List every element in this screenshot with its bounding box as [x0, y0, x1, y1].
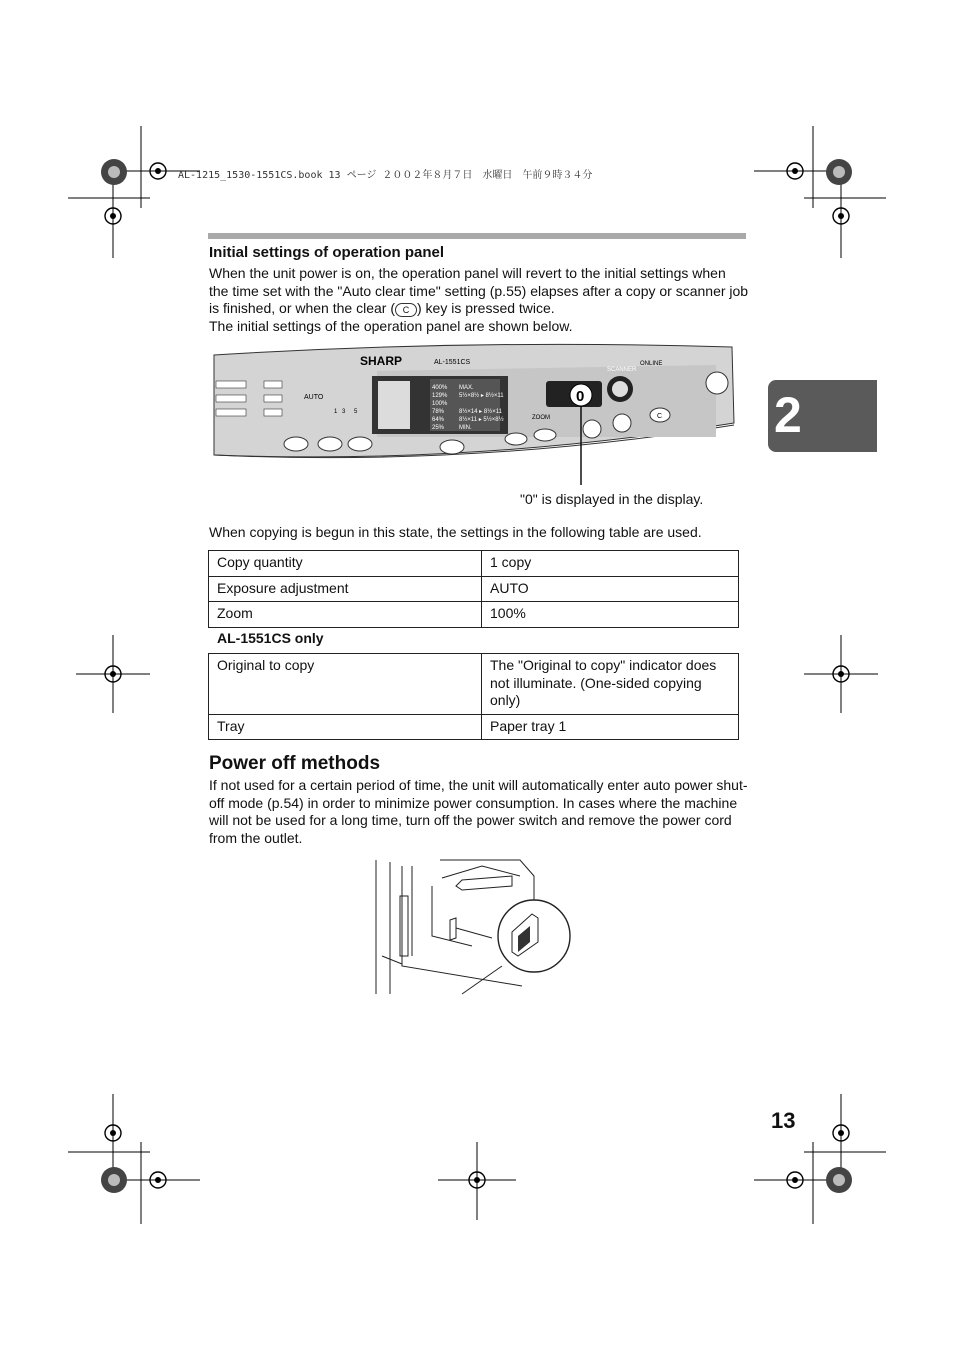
table-cell: Paper tray 1	[482, 714, 739, 740]
table-cell: 1 copy	[482, 551, 739, 577]
section-title-power-off: Power off methods	[209, 753, 381, 774]
paragraph-text: When the unit power is on, the operation panel will revert to the initial settings when the time set with the "Auto clear time" setting (p.55) elapses after a copy or scanner job is finished, or when the clear (	[209, 265, 749, 317]
table-cell: Tray	[209, 714, 482, 740]
panel-c-key: C	[657, 413, 663, 420]
table-cell: Original to copy	[209, 654, 482, 715]
table-row	[209, 602, 739, 628]
table-cell: 100%	[482, 602, 739, 628]
panel-zoom-label: ZOOM	[532, 415, 550, 421]
table-row	[209, 654, 739, 715]
clear-key-icon: C	[395, 303, 417, 317]
section-title-initial: Initial settings of operation panel	[209, 244, 445, 261]
table-row	[209, 576, 739, 602]
display-value: 0	[576, 388, 585, 405]
ratio-129: 129%	[432, 393, 448, 399]
callout-line	[580, 469, 584, 485]
chapter-number: 2	[774, 387, 802, 443]
paragraph-power-off: If not used for a certain period of time, the unit will automatically enter auto power shut-off mode (p.54) in order to minimize power consumption. In cases where the machine will not be used for a long time, turn off the power switch and remove the power cord from the outlet.	[209, 777, 748, 847]
table-intro: When copying is begun in this state, the settings in the following table are used.	[209, 524, 702, 540]
ratio-desc-1: 5½×8½ ▸ 8½×11	[459, 393, 504, 399]
ratio-25: 25%	[432, 425, 445, 431]
paragraph-initial	[209, 265, 749, 336]
table-cell: Zoom	[209, 602, 482, 628]
exposure-level-5: 5	[354, 409, 358, 415]
table-row	[209, 714, 739, 740]
ratio-100: 100%	[432, 401, 448, 407]
ratio-400: 400%	[432, 385, 448, 391]
table-cell: AUTO	[482, 576, 739, 602]
print-header: AL-1215_1530-1551CS.book 13 ページ ２００２年８月７日 水曜日 午前９時３４分	[178, 170, 593, 181]
panel-scanner-label: SCANNER	[607, 367, 637, 373]
panel-online-label: ONLINE	[640, 361, 663, 367]
power-switch-illustration	[372, 856, 572, 996]
section-rule	[208, 233, 746, 239]
paragraph-text: ) key is pressed twice.	[416, 300, 555, 317]
ratio-desc-3: 8½×14 ▸ 8½×11	[459, 409, 502, 415]
table-cell: Copy quantity	[209, 551, 482, 577]
panel-brand: SHARP	[360, 354, 403, 368]
panel-model: AL-1551CS	[434, 359, 471, 366]
paragraph-text: The initial settings of the operation panel are shown below.	[209, 318, 573, 335]
ratio-desc-5: MIN.	[459, 425, 472, 431]
ratio-64: 64%	[432, 417, 445, 423]
exposure-level-3: 3	[342, 409, 346, 415]
settings-table-2	[208, 653, 739, 740]
ratio-78: 78%	[432, 409, 445, 415]
table-2-label: AL-1551CS only	[217, 630, 324, 646]
page-number: 13	[771, 1108, 796, 1133]
table-cell: Exposure adjustment	[209, 576, 482, 602]
operation-panel-illustration	[212, 343, 738, 469]
display-callout: "0" is displayed in the display.	[520, 491, 704, 507]
exposure-level-1: 1	[334, 409, 338, 415]
chapter-tab	[768, 380, 877, 452]
panel-auto-label: AUTO	[304, 394, 324, 401]
settings-table-1	[208, 550, 739, 628]
ratio-desc-4: 8½×11 ▸ 5½×8½	[459, 417, 504, 423]
table-row	[209, 551, 739, 577]
ratio-desc-0: MAX.	[459, 385, 474, 391]
table-cell: The "Original to copy" indicator does not illuminate. (One-sided copying only)	[482, 654, 739, 715]
